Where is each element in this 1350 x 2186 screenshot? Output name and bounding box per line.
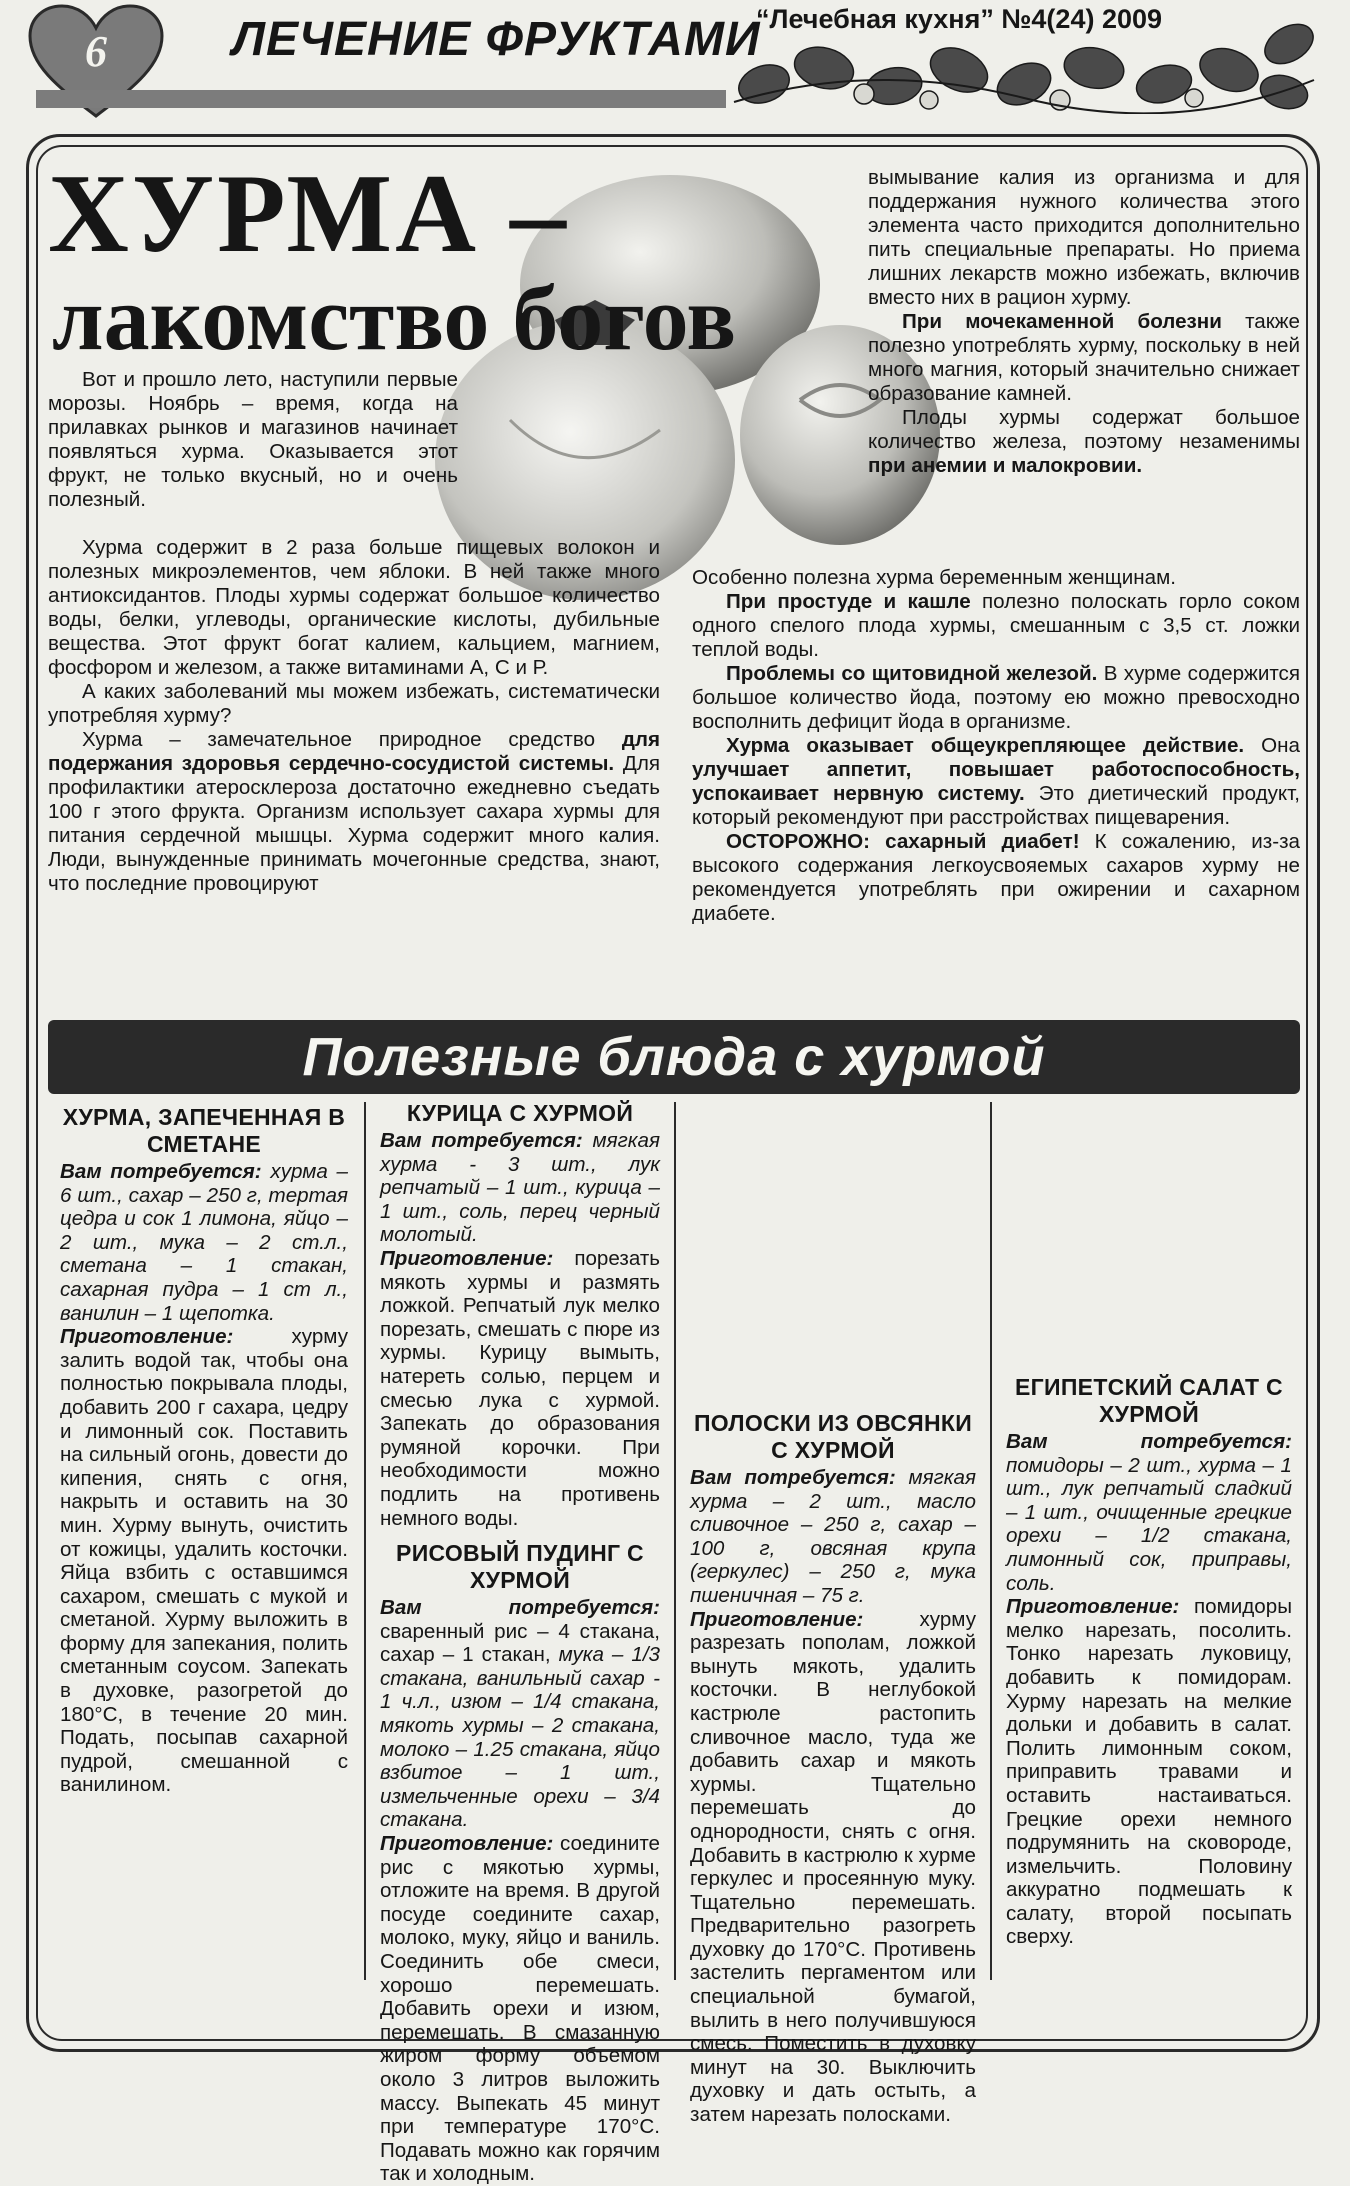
article-right-bottom: [692, 566, 1300, 926]
paragraph: Хурма содержит в 2 раза больше пищевых волокон и полезных микроэлементов, чем яблоки. В ней также много антиоксидантов. Плоды хурмы содержат большое количество воды, белки, углеводы, органические кислоты, дубильные вещества. Этот фрукт богат калием, кальцием, магнием, фосфором и железом, а также витаминами А, С и Р.: [48, 536, 660, 679]
bold-span: ОСТОРОЖНО: сахарный диабет!: [726, 830, 1080, 853]
paragraph: [692, 662, 1300, 734]
recipe-egyptian-salad: [1006, 1374, 1292, 1949]
ingredients-label: Вам потребуется:: [60, 1160, 262, 1183]
ingredients-text: сваренный рис – 4 стакана, сахар – 1 стакан,: [380, 1619, 660, 1667]
text-span: Она: [1244, 734, 1300, 757]
text-span: Это диетический продукт, который рекомендуют при расстройствах пищеварения.: [692, 782, 1301, 829]
text-span: также полезно употреблять хурму, поскольку в ней много магния, который значительно снижает образование камней.: [868, 310, 1300, 405]
ingredients-label: Вам потребуется:: [1006, 1430, 1292, 1453]
article-left-column: [48, 536, 660, 896]
recipe-steps: [380, 1832, 660, 2186]
recipe-steps: [1006, 1595, 1292, 1949]
steps-text: порезать мякоть хурмы и размять ложкой. Репчатый лук мелко порезать, смешать с пюре из хурмы. Курицу вымыть, натереть солью, перцем и смесью лука с хурмой. Запекать до образования румяной корочки. При необходимости можно подлить на противень немного воды.: [380, 1246, 660, 1530]
bold-span: При простуде и кашле: [726, 590, 971, 613]
bold-span: при анемии и малокровии.: [868, 454, 1143, 477]
text-span: К сожалению, из-за высокого содержания легкоусвояемых сахаров хурму не рекомендуется употреблять при ожирении и сахарном диабете.: [692, 830, 1300, 925]
text-span: Для профилактики атеросклероза достаточно ежедневно съедать 100 г этого фрукта. Организм использует сахара хурмы для питания сердечной мышцы. Хурма содержит много калия. Люди, вынужденные принимать мочегонные средства, знают, что последние провоцируют: [48, 752, 660, 895]
paragraph: [692, 734, 1300, 830]
recipe-title: ХУРМА, ЗАПЕЧЕННАЯ В СМЕТАНЕ: [62, 1104, 346, 1157]
ingredients-text: мягкая хурма – 2 шт., масло сливочное – 250 г, сахар – 100 г, овсяная крупа (геркулес) – 250 г, мука пшеничная – 75 г.: [690, 1466, 976, 1607]
column-divider: [990, 1102, 992, 1980]
ingredients-text: хурма – 6 шт., сахар – 250 г, тертая цедра и сок 1 лимона, яйцо – 2 шт., мука – 2 ст.л., сметана – 1 стакан, сахарная пудра – 1 ст л., ванилин – 1 щепотка.: [60, 1160, 348, 1325]
article-subtitle: лакомство богов: [52, 267, 737, 369]
ingredients-text: мягкая хурма - 3 шт., лук репчатый – 1 шт., курица – 1 шт., соль, перец черный молотый.: [380, 1129, 660, 1247]
recipe-steps: [690, 1608, 976, 2127]
recipe-chicken: [380, 1100, 660, 2186]
recipe-ingredients: [380, 1596, 660, 1832]
recipe-title: РИСОВЫЙ ПУДИНГ С ХУРМОЙ: [396, 1540, 644, 1594]
column-divider: [674, 1102, 676, 1980]
bold-span: для подержания здоровья сердечно-сосудистой системы.: [48, 728, 660, 775]
ingredients-label: Вам потребуется:: [380, 1129, 583, 1152]
recipe-oat-bars: [690, 1410, 976, 2127]
ingredients-label: Вам потребуется:: [380, 1596, 660, 1620]
recipe-title: ЕГИПЕТСКИЙ САЛАТ С ХУРМОЙ: [1015, 1374, 1283, 1427]
recipe-baked-persimmon: [60, 1104, 348, 1797]
page-number: 6: [85, 27, 107, 76]
bold-span: Проблемы со щитовидной железой.: [726, 662, 1098, 685]
bold-span: При мочекаменной болезни: [902, 310, 1222, 333]
steps-label: Приготовление:: [1006, 1595, 1180, 1619]
article-title: ХУРМА –: [48, 152, 569, 276]
steps-text: помидоры мелко нарезать, посолить. Тонко нарезать луковицу, добавить к помидорам. Хурму нарезать на мелкие дольки и добавить в салат. Полить лимонным соком, приправить травами и оставить настаиваться. Грецкие орехи немного подрумянить на сковороде, измельчить. Половину аккуратно подмешать к салату, второй посыпать сверху.: [1006, 1595, 1292, 1949]
recipe-steps: [380, 1247, 660, 1530]
steps-text: соедините рис с мякотью хурмы, отложите на время. В другой посуде соедините сахар, молоко, муку, яйцо и ваниль. Соединить обе смеси, хорошо перемешать. Добавить орехи и изюм, перемешать. В смазанную жиром форму объемом около 3 литров выложить массу. Выпекать 45 минут при температуре 170°С. Подавать можно как горячим так и холодным.: [380, 1832, 660, 2186]
page-header: [0, 0, 1350, 130]
bold-span: Хурма оказывает общеукрепляющее действие.: [726, 734, 1245, 757]
ingredients-text: мука – 1/3 стакана, ванильный сахар - 1 ч.л., изюм – 1/4 стакана, мякоть хурмы – 2 стакана, молоко – 1.25 стакана, яйцо взбитое – 1 шт., измельченные орехи – 3/4 стакана.: [380, 1643, 660, 1832]
paragraph: [692, 590, 1300, 662]
recipe-steps: [60, 1325, 348, 1797]
ingredients-text: помидоры – 2 шт., хурма – 1 шт., лук репчатый сладкий – 1 шт., очищенные грецкие орехи – 1/2 стакана, лимонный сок, приправы, соль.: [1006, 1453, 1292, 1595]
paragraph: [692, 830, 1300, 926]
paragraph: А каких заболеваний мы можем избежать, систематически употребляя хурму?: [48, 680, 660, 727]
recipe-ingredients: [690, 1466, 976, 1608]
steps-text: хурму залить водой так, чтобы она полностью покрывала плоды, добавить 200 г сахара, цедру и лимонный сок. Поставить на сильный огонь, довести до кипения, снять с огня, накрыть и оставить на 30 мин. Хурму вынуть, очистить от кожицы, удалить косточки. Яйца взбить с оставшимся сахаром, смешать с мукой и сметаной. Хурму выложить в форму для запекания, полить сметанным соусом. Запекать в духовке, разогретой до 180°С, в течение 20 мин. Подать, посыпав сахарной пудрой, смешанной с ванилином.: [60, 1325, 348, 1797]
bold-span: улучшает аппетит, повышает работоспособность, успокаивает нервную систему.: [692, 758, 1300, 805]
paragraph: [868, 310, 1300, 406]
header-rule: [36, 90, 726, 108]
column-divider: [364, 1102, 366, 1980]
steps-text: хурму разрезать пополам, ложкой вынуть мякоть, удалить косточки. В неглубокой кастрюле растопить сливочное масло, туда же добавить сахар и мякоть хурмы. Тщательно перемешать до однородности, снять с огня. Добавить в кастрюлю к хурме геркулес и просеянную муку. Тщательно перемешать. Предварительно разогреть духовку до 170°С. Противень застелить пергаментом или специальной бумагой, вылить в него получившуюся смесь. Поместить в духовку минут на 30. Выключить духовку и дать остыть, а затем нарезать полосками.: [690, 1607, 976, 2127]
text-span: Хурма – замечательное природное средство: [82, 728, 596, 751]
paragraph: [48, 728, 660, 896]
paragraph: Особенно полезна хурма беременным женщинам.: [692, 566, 1176, 589]
paragraph: вымывание калия из организма и для поддержания нужного количества этого элемента часто приходится дополнительно пить специальные препараты. Но приема лишних лекарств можно избежать, включив вместо них в рацион хурму.: [868, 166, 1300, 309]
text-span: В хурме содержится большое количество йода, поэтому ею можно превосходно восполнить дефицит йода в организме.: [692, 662, 1300, 733]
ingredients-label: Вам потребуется:: [690, 1466, 896, 1489]
steps-label: Приготовление:: [380, 1832, 554, 1856]
recipes-banner-title: Полезные блюда с хурмой: [302, 1027, 1046, 1087]
recipe-ingredients: [380, 1129, 660, 1247]
section-title: ЛЕЧЕНИЕ ФРУКТАМИ: [232, 13, 761, 66]
recipes-banner: [48, 1020, 1300, 1094]
text-span: Плоды хурмы содержат большое количество железа, поэтому незаменимы: [868, 406, 1300, 453]
article-intro: [48, 368, 458, 512]
recipe-ingredients: [60, 1160, 348, 1325]
steps-label: Приготовление:: [380, 1246, 554, 1270]
recipe-ingredients: [1006, 1430, 1292, 1595]
recipe-title: КУРИЦА С ХУРМОЙ: [406, 1100, 634, 1126]
article-right-top: [868, 166, 1300, 478]
paragraph: [868, 406, 1300, 478]
leaves-decoration-icon: [724, 10, 1324, 114]
issue-label: “Лечебная кухня” №4(24) 2009: [756, 4, 1163, 34]
steps-label: Приготовление:: [690, 1607, 864, 1631]
steps-label: Приготовление:: [60, 1325, 234, 1349]
text-span: полезно полоскать горло соком одного спелого плода хурмы, смешанным с 3,5 ст. ложки теплой воды.: [692, 590, 1300, 661]
paragraph: Вот и прошло лето, наступили первые морозы. Ноябрь – время, когда на прилавках рынков и магазинов начинает появляться хурма. Оказывается этот фрукт, не только вкусный, но и очень полезный.: [48, 368, 458, 511]
recipe-title: ПОЛОСКИ ИЗ ОВСЯНКИ С ХУРМОЙ: [693, 1410, 973, 1463]
